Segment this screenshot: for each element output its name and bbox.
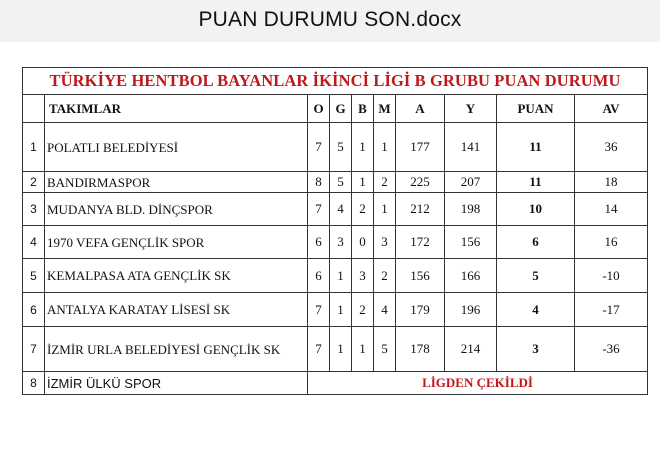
row-y: 196 xyxy=(445,293,497,327)
row-a: 156 xyxy=(396,259,445,293)
header-b: B xyxy=(352,95,374,123)
row-g: 1 xyxy=(330,259,352,293)
header-av: AV xyxy=(575,95,648,123)
row-a: 172 xyxy=(396,226,445,259)
row-rank: 6 xyxy=(23,293,45,327)
row-team: BANDIRMASPOR xyxy=(45,172,308,193)
header-puan: PUAN xyxy=(497,95,575,123)
row-team: ANTALYA KARATAY LİSESİ SK xyxy=(45,293,308,327)
table-row xyxy=(23,327,648,372)
standings-body xyxy=(23,68,648,395)
row-av: -17 xyxy=(575,293,648,327)
row-o: 6 xyxy=(308,226,330,259)
standings-sheet xyxy=(22,67,647,395)
row-g: 3 xyxy=(330,226,352,259)
header-g: G xyxy=(330,95,352,123)
row-puan: 10 xyxy=(497,193,575,226)
row-puan: 4 xyxy=(497,293,575,327)
row-a: 225 xyxy=(396,172,445,193)
table-row xyxy=(23,226,648,259)
row-o: 7 xyxy=(308,293,330,327)
row-rank: 8 xyxy=(23,372,45,395)
row-m: 4 xyxy=(374,293,396,327)
row-b: 1 xyxy=(352,172,374,193)
row-a: 179 xyxy=(396,293,445,327)
row-puan: 11 xyxy=(497,172,575,193)
row-y: 214 xyxy=(445,327,497,372)
row-rank: 2 xyxy=(23,172,45,193)
table-row xyxy=(23,259,648,293)
row-m: 1 xyxy=(374,193,396,226)
row-g: 5 xyxy=(330,123,352,172)
row-a: 178 xyxy=(396,327,445,372)
row-m: 5 xyxy=(374,327,396,372)
row-av: 36 xyxy=(575,123,648,172)
row-team: İZMİR URLA BELEDİYESİ GENÇLİK SK xyxy=(45,327,308,372)
row-o: 7 xyxy=(308,193,330,226)
row-puan: 3 xyxy=(497,327,575,372)
row-rank: 3 xyxy=(23,193,45,226)
header-row xyxy=(23,95,648,123)
row-b: 0 xyxy=(352,226,374,259)
header-m: M xyxy=(374,95,396,123)
row-b: 1 xyxy=(352,327,374,372)
row-a: 177 xyxy=(396,123,445,172)
row-puan: 11 xyxy=(497,123,575,172)
row-av: -10 xyxy=(575,259,648,293)
row-b: 3 xyxy=(352,259,374,293)
row-m: 3 xyxy=(374,226,396,259)
table-row xyxy=(23,293,648,327)
row-av: -36 xyxy=(575,327,648,372)
row-rank: 4 xyxy=(23,226,45,259)
header-o: O xyxy=(308,95,330,123)
document-title: PUAN DURUMU SON.docx xyxy=(198,8,462,31)
row-av: 16 xyxy=(575,226,648,259)
row-g: 1 xyxy=(330,293,352,327)
row-y: 156 xyxy=(445,226,497,259)
row-rank: 7 xyxy=(23,327,45,372)
row-b: 2 xyxy=(352,193,374,226)
row-o: 8 xyxy=(308,172,330,193)
row-puan: 6 xyxy=(497,226,575,259)
row-team: KEMALPASA ATA GENÇLİK SK xyxy=(45,259,308,293)
row-team: İZMİR ÜLKÜ SPOR xyxy=(45,372,308,395)
header-team: TAKIMLAR xyxy=(45,95,308,123)
row-team: 1970 VEFA GENÇLİK SPOR xyxy=(45,226,308,259)
window-titlebar xyxy=(0,0,660,40)
row-av: 18 xyxy=(575,172,648,193)
row-m: 2 xyxy=(374,172,396,193)
withdrawn-note: LİGDEN ÇEKİLDİ xyxy=(308,372,648,395)
standings-table xyxy=(22,67,648,395)
header-a: A xyxy=(396,95,445,123)
row-o: 7 xyxy=(308,123,330,172)
row-o: 7 xyxy=(308,327,330,372)
table-row xyxy=(23,193,648,226)
header-y: Y xyxy=(445,95,497,123)
table-title: TÜRKİYE HENTBOL BAYANLAR İKİNCİ LİGİ B GRUBU PUAN DURUMU xyxy=(23,68,648,95)
row-g: 4 xyxy=(330,193,352,226)
row-team: POLATLI BELEDİYESİ xyxy=(45,123,308,172)
row-puan: 5 xyxy=(497,259,575,293)
row-y: 198 xyxy=(445,193,497,226)
header-rank xyxy=(23,95,45,123)
row-g: 1 xyxy=(330,327,352,372)
row-a: 212 xyxy=(396,193,445,226)
row-m: 1 xyxy=(374,123,396,172)
title-row xyxy=(23,68,648,95)
row-g: 5 xyxy=(330,172,352,193)
row-b: 1 xyxy=(352,123,374,172)
row-av: 14 xyxy=(575,193,648,226)
row-y: 207 xyxy=(445,172,497,193)
table-row xyxy=(23,172,648,193)
row-b: 2 xyxy=(352,293,374,327)
row-m: 2 xyxy=(374,259,396,293)
row-y: 166 xyxy=(445,259,497,293)
table-row xyxy=(23,123,648,172)
row-rank: 5 xyxy=(23,259,45,293)
row-rank: 1 xyxy=(23,123,45,172)
withdrawn-row xyxy=(23,372,648,395)
row-team: MUDANYA BLD. DİNÇSPOR xyxy=(45,193,308,226)
row-y: 141 xyxy=(445,123,497,172)
row-o: 6 xyxy=(308,259,330,293)
